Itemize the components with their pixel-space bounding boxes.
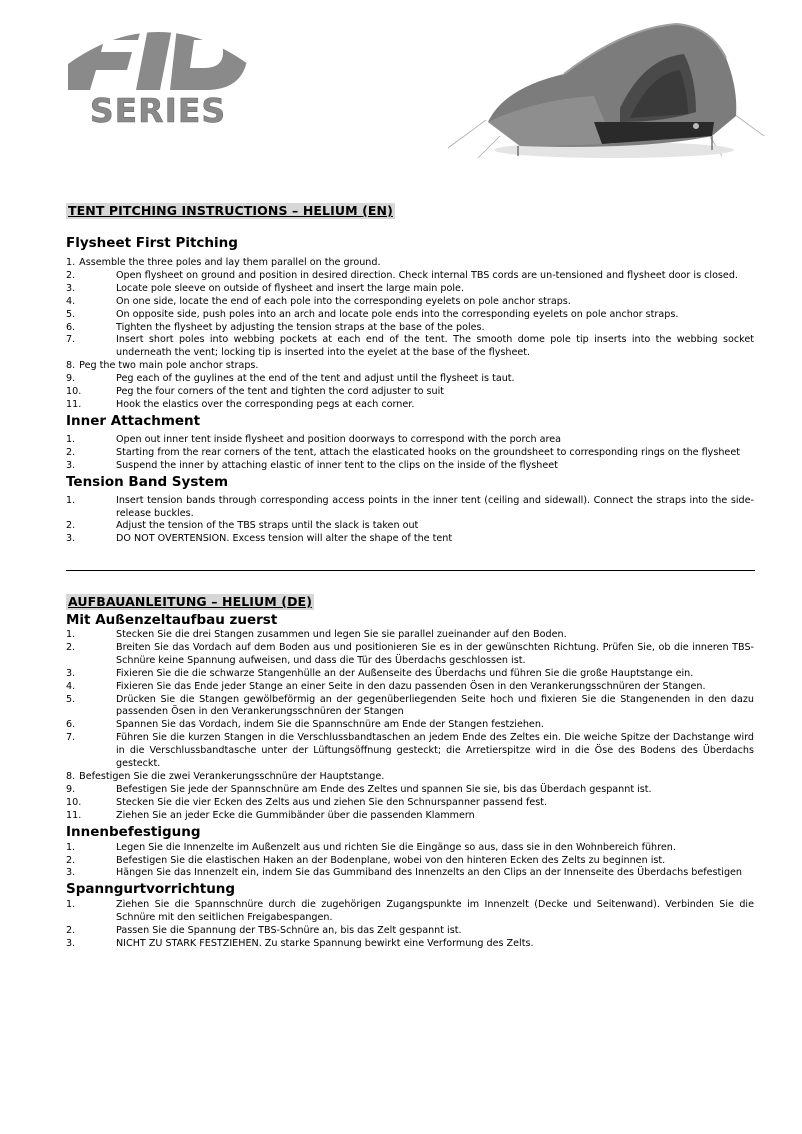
step-item [66, 855, 754, 868]
step-text: Assemble the three poles and lay them parallel on the ground. [79, 257, 381, 268]
step-text: Adjust the tension of the TBS straps until the slack is taken out [116, 520, 419, 532]
f10-series-logo [66, 18, 250, 128]
step-number: 3. [66, 938, 76, 950]
step-text: Locate pole sleeve on outside of flysheet and insert the large main pole. [116, 282, 464, 294]
step-text: DO NOT OVERTENSION. Excess tension will alter the shape of the tent [116, 533, 453, 545]
step-number: 3. [66, 867, 76, 879]
step-number: 7. [66, 334, 76, 346]
step-number: 1. [66, 841, 76, 853]
german-title: AUFBAUANLEITUNG – HELIUM (DE) [68, 594, 313, 609]
step-item [66, 386, 754, 399]
step-number: 10. [66, 796, 82, 808]
step-text: Spannen Sie das Vordach, indem Sie die Spannschnüre am Ende der Stangen festziehen. [116, 719, 544, 731]
step-item [66, 732, 754, 771]
step-number: 8. [66, 360, 76, 372]
step-item [66, 257, 754, 270]
step-text: NICHT ZU STARK FESTZIEHEN. Zu starke Spannung bewirkt eine Verformung des Zelts. [116, 938, 534, 950]
step-item [66, 797, 754, 810]
step-text: Open flysheet on ground and position in desired direction. Check internal TBS cords are un-tensioned and flysheet door is closed. [116, 269, 738, 281]
step-text: Stecken Sie die vier Ecken des Zelts aus und ziehen Sie den Schnurspanner passend fest. [116, 796, 548, 808]
step-text: Stecken Sie die drei Stangen zusammen und legen Sie sie parallel zueinander auf den Boden. [116, 629, 567, 640]
step-item [66, 810, 754, 823]
step-number: 11. [66, 398, 82, 410]
step-item [66, 899, 754, 925]
step-number: 2. [66, 446, 76, 458]
step-number: 8. [66, 770, 76, 782]
step-item [66, 447, 754, 460]
step-text: Ziehen Sie die Spannschnüre durch die zugehörigen Zugangspunkte im Innenzelt (Decke und Seitenwand). Verbinden Sie die Schnüre mit den seitlichen Freigabespangen. [116, 899, 754, 924]
step-text: Ziehen Sie an jeder Ecke die Gummibänder über die passenden Klammern [116, 809, 475, 821]
step-number: 3. [66, 282, 76, 294]
step-number: 6. [66, 321, 76, 333]
step-item [66, 373, 754, 386]
section-heading-spanngurtvorrichtung: Spanngurtvorrichtung [66, 881, 236, 898]
step-text: On one side, locate the end of each pole into the corresponding eyelets on pole anchor straps. [116, 295, 571, 307]
step-item [66, 309, 754, 322]
step-item [66, 938, 754, 951]
section-heading-flysheet-first: Flysheet First Pitching [66, 235, 238, 251]
step-list-inner-attachment [66, 434, 754, 473]
step-text: On opposite side, push poles into an arch and locate pole ends into the corresponding eyelets on pole anchor straps. [116, 308, 679, 320]
step-item [66, 629, 754, 642]
step-item [66, 460, 754, 473]
step-item [66, 520, 754, 533]
section-heading-innenbefestigung: Innenbefestigung [66, 823, 201, 840]
step-text: Hook the elastics over the corresponding pegs at each corner. [116, 398, 415, 410]
step-item [66, 842, 754, 855]
step-item [66, 283, 754, 296]
step-list-tension-band [66, 495, 754, 547]
step-text: Insert short poles into webbing pockets at each end of the tent. The smooth dome pole tip inserts into the webbing socket underneath the vent; locking tip is inserted into the eyelet at the base of the flysheet. [116, 334, 754, 359]
step-number: 11. [66, 809, 82, 821]
section-divider [66, 570, 755, 571]
step-list-mit-aussenzelt [66, 629, 754, 823]
step-item [66, 322, 754, 335]
step-list-innenbefestigung [66, 842, 754, 881]
step-text: Tighten the flysheet by adjusting the tension straps at the base of the poles. [116, 321, 485, 333]
step-number: 10. [66, 386, 82, 398]
step-text: Befestigen Sie die zwei Verankerungsschnüre der Hauptstange. [79, 770, 385, 782]
step-number: 9. [66, 783, 76, 795]
step-number: 2. [66, 641, 76, 653]
step-item [66, 399, 754, 412]
step-number: 3. [66, 459, 76, 471]
step-item [66, 771, 754, 784]
step-number: 2. [66, 925, 76, 937]
step-text: Drücken Sie die Stangen gewölbeförmig an der gegenüberliegenden Seite hoch und fixieren Sie die Stangenenden in den dazu passenden Ösen in den Verankerungsschnüren der Stangen [116, 693, 754, 718]
step-number: 3. [66, 533, 76, 545]
step-text: Passen Sie die Spannung der TBS-Schnüre an, bis das Zelt gespannt ist. [116, 925, 462, 937]
step-item [66, 334, 754, 360]
english-instructions [66, 200, 754, 546]
step-number: 2. [66, 520, 76, 532]
step-item [66, 642, 754, 668]
step-number: 4. [66, 680, 76, 692]
step-number: 1. [66, 899, 76, 911]
step-item [66, 495, 754, 521]
step-text: Peg each of the guylines at the end of the tent and adjust until the flysheet is taut. [116, 373, 515, 385]
step-item [66, 270, 754, 283]
step-text: Starting from the rear corners of the tent, attach the elasticated hooks on the groundsheet to corresponding rings on the flysheet [116, 446, 740, 458]
step-number: 2. [66, 854, 76, 866]
step-item [66, 784, 754, 797]
step-text: Legen Sie die Innenzelte im Außenzelt aus und richten Sie die Eingänge so aus, dass sie in den Wohnbereich führen. [116, 841, 676, 853]
english-title: TENT PITCHING INSTRUCTIONS – HELIUM (EN) [68, 203, 393, 218]
step-number: 1. [66, 629, 76, 640]
step-text: Fixieren Sie die die schwarze Stangenhülle an der Außenseite des Überdachs und führen Sie die große Hauptstange ein. [116, 667, 694, 679]
step-item [66, 867, 754, 880]
step-list-spanngurtvorrichtung [66, 899, 754, 951]
tent-photo [444, 18, 766, 164]
step-text: Peg the four corners of the tent and tighten the cord adjuster to suit [116, 386, 445, 398]
step-text: Suspend the inner by attaching elastic of inner tent to the clips on the inside of the flysheet [116, 459, 558, 471]
step-item [66, 533, 754, 546]
step-item [66, 719, 754, 732]
step-item [66, 925, 754, 938]
step-number: 7. [66, 732, 76, 744]
step-text: Befestigen Sie die elastischen Haken an der Bodenplane, wobei von den hinteren Ecken des Zelts zu beginnen ist. [116, 854, 666, 866]
step-text: Peg the two main pole anchor straps. [79, 360, 259, 372]
step-number: 1. [66, 433, 76, 445]
german-instructions [66, 591, 754, 951]
step-number: 4. [66, 295, 76, 307]
step-text: Führen Sie die kurzen Stangen in die Verschlussbandtaschen an jedem Ende des Zeltes ein. Die weiche Spitze der Dachstange wird in die Verschlussbandtasche unter der Lüftungsöffnung gesteckt; die Arretierspitze wird in die Öse des Bodens des Überdachs gesteckt. [116, 732, 754, 770]
section-heading-inner-attachment: Inner Attachment [66, 412, 201, 429]
step-number: 6. [66, 719, 76, 731]
step-text: Breiten Sie das Vordach auf dem Boden aus und positionieren Sie es in der gewünschten Richtung. Prüfen Sie, ob die inneren TBS-Schnüre keine Spannung aufweisen, und dass die Tür des Überdachs geschlossen ist. [116, 641, 754, 666]
step-number: 5. [66, 308, 76, 320]
step-item [66, 360, 754, 373]
step-number: 1. [66, 257, 76, 268]
section-heading-mit-aussenzelt: Mit Außenzeltaufbau zuerst [66, 612, 278, 628]
step-text: Insert tension bands through corresponding access points in the inner tent (ceiling and sidewall). Connect the straps into the side-release buckles. [116, 494, 754, 519]
step-number: 5. [66, 693, 76, 705]
step-number: 2. [66, 269, 76, 281]
step-list-flysheet-first [66, 257, 754, 412]
step-item [66, 296, 754, 309]
step-number: 9. [66, 373, 76, 385]
step-number: 3. [66, 667, 76, 679]
svg-text:SERIES: SERIES [89, 91, 227, 128]
step-text: Hängen Sie das Innenzelt ein, indem Sie das Gummiband des Innenzelts an den Clips an der Innenseite des Überdachs befestigen [116, 867, 743, 879]
step-item [66, 681, 754, 694]
step-text: Fixieren Sie das Ende jeder Stange an einer Seite in den dazu passenden Ösen in den Verankerungsschnüren der Stangen. [116, 680, 706, 692]
section-heading-tension-band: Tension Band System [66, 473, 229, 490]
step-item [66, 434, 754, 447]
step-item [66, 668, 754, 681]
step-text: Open out inner tent inside flysheet and position doorways to correspond with the porch area [116, 433, 562, 445]
step-text: Befestigen Sie jede der Spannschnüre am Ende des Zeltes und spannen Sie sie, bis das Überdach gespannt ist. [116, 783, 652, 795]
step-item [66, 694, 754, 720]
step-number: 1. [66, 494, 76, 506]
